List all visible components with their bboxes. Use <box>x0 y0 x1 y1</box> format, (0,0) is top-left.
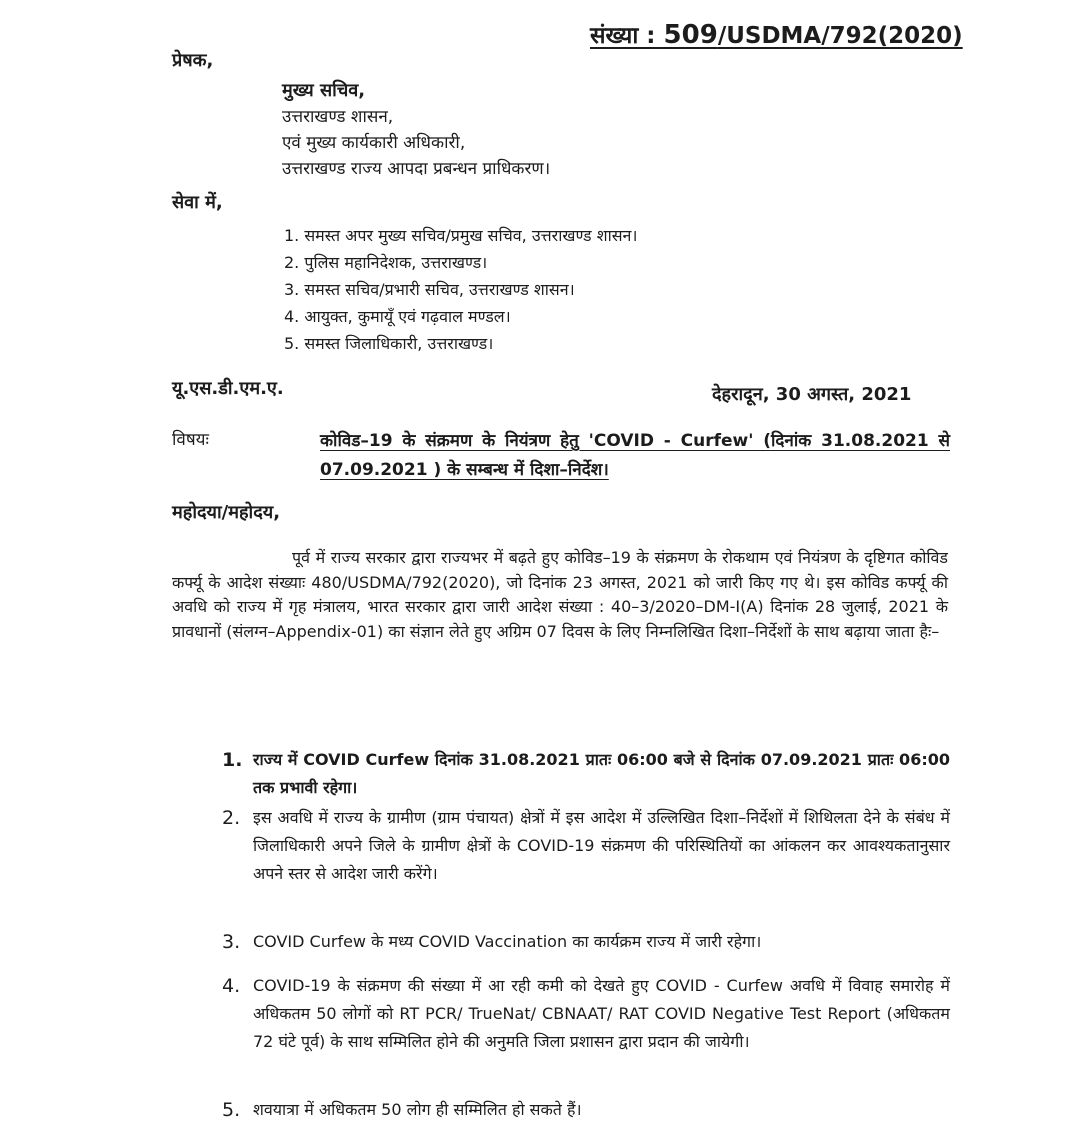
directive-text: इस अवधि में राज्य के ग्रामीण (ग्राम पंचायत) क्षेत्रों में इस आदेश में उल्लिखित दिशा–निर्देशों में शिथिलता देने के संबंध में जिलाधिकारी अपने जिले के ग्रामीण क्षेत्रों के COVID-19 संक्रमण की परिस्थितियों का आंकलन कर आवश्यकतानुसार अपने स्तर से आदेश जारी करेंगे। <box>253 808 950 883</box>
directive-text: COVID Curfew के मध्य COVID Vaccination का कार्यक्रम राज्य में जारी रहेगा। <box>253 932 762 951</box>
directive-item <box>222 1096 950 1124</box>
directive-number: 4. <box>222 975 241 997</box>
sender-label: प्रेषक, <box>172 50 214 71</box>
list-item: 5. समस्त जिलाधिकारी, उत्तराखण्ड। <box>284 334 494 353</box>
reference-suffix: /USDMA/792(2020) <box>717 23 963 49</box>
reference-value: 509 <box>663 20 718 50</box>
list-item: 4. आयुक्त, कुमायूँ एवं गढ़वाल मण्डल। <box>284 307 511 326</box>
sender-line: उत्तराखण्ड शासन, <box>282 107 394 127</box>
sender-block <box>282 78 550 182</box>
sender-line: उत्तराखण्ड राज्य आपदा प्रबन्धन प्राधिकरण। <box>282 159 551 179</box>
subject-text: कोविड–19 के संक्रमण के नियंत्रण हेतु 'COVID - Curfew' (दिनांक 31.08.2021 से 07.09.2021 ) के सम्बन्ध में दिशा–निर्देश। <box>320 431 950 480</box>
directive-text: COVID-19 के संक्रमण की संख्या में आ रही कमी को देखते हुए COVID - Curfew अवधि में विवाह समारोह में अधिकतम 50 लोगों को RT PCR/ TrueNat/ CBNAAT/ RAT COVID Negative Test Report (अधिकतम 72 घंटे पूर्व) के साथ सम्मिलित होने की अनुमति जिला प्रशासन द्वारा प्रदान की जायेगी। <box>253 976 950 1051</box>
office-code: यू.एस.डी.एम.ए. <box>172 378 284 399</box>
place-date: देहरादून, 30 अगस्त, 2021 <box>712 384 912 405</box>
recipients-list <box>284 222 637 357</box>
directive-number: 3. <box>222 931 241 953</box>
sender-line: एवं मुख्य कार्यकारी अधिकारी, <box>282 133 466 153</box>
directive-item <box>222 928 950 956</box>
directive-item <box>222 972 950 1056</box>
directive-text: राज्य में COVID Curfew दिनांक 31.08.2021 प्रातः 06:00 बजे से दिनांक 07.09.2021 प्रातः 06:00 तक प्रभावी रहेगा। <box>253 750 950 797</box>
list-item: 2. पुलिस महानिदेशक, उत्तराखण्ड। <box>284 253 488 272</box>
sender-line: मुख्य सचिव, <box>282 80 366 101</box>
directive-number: 5. <box>222 1099 241 1121</box>
salutation: महोदया/महोदय, <box>172 502 281 523</box>
directive-item <box>222 804 950 888</box>
directive-item <box>222 746 950 802</box>
list-item: 1. समस्त अपर मुख्य सचिव/प्रमुख सचिव, उत्तराखण्ड शासन। <box>284 226 638 245</box>
directive-text: शवयात्रा में अधिकतम 50 लोग ही सम्मिलित हो सकते हैं। <box>253 1100 582 1119</box>
reference-label: संख्या : <box>590 23 656 49</box>
recipients-label: सेवा में, <box>172 192 223 213</box>
body-paragraph: पूर्व में राज्य सरकार द्वारा राज्यभर में बढ़ते हुए कोविड–19 के संक्रमण के रोकथाम एवं नियंत्रण के दृष्टिगत कोविड कर्फ्यू के आदेश संख्याः 480/USDMA/792(2020), जो दिनांक 23 अगस्त, 2021 को जारी किए गए थे। इस कोविड कर्फ्यू की अवधि को राज्य में गृह मंत्रालय, भारत सरकार द्वारा जारी आदेश संख्या : 40–3/2020–DM-I(A) दिनांक 28 जुलाई, 2021 के प्रावधानों (संलग्न–Appendix-01) का संज्ञान लेते हुए अग्रिम 07 दिवस के लिए निम्नलिखित दिशा–निर्देशों के साथ बढ़ाया जाता हैः– <box>172 548 948 641</box>
directive-number: 2. <box>222 807 241 829</box>
reference-number <box>590 18 963 50</box>
directive-number: 1. <box>222 749 243 771</box>
subject-label: विषयः <box>172 430 209 450</box>
list-item: 3. समस्त सचिव/प्रभारी सचिव, उत्तराखण्ड शासन। <box>284 280 575 299</box>
